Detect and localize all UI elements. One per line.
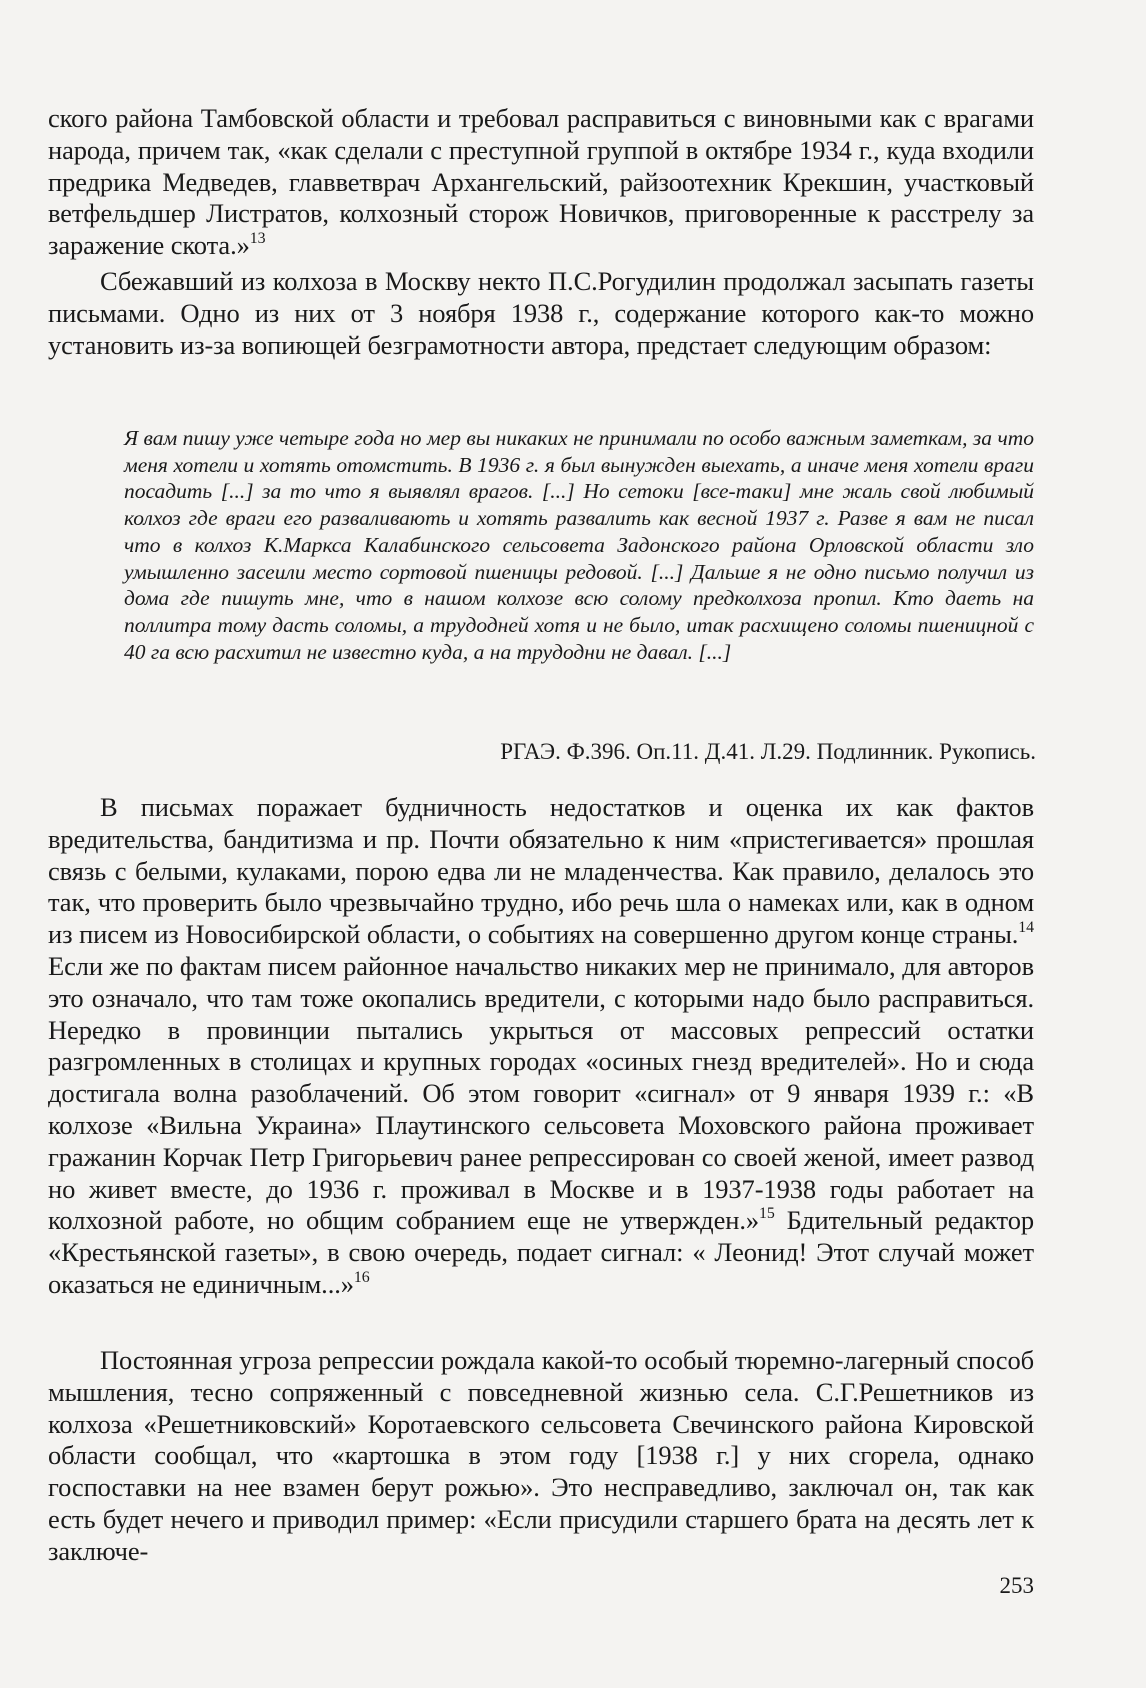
paragraph-3 — [48, 792, 1034, 1301]
archive-source-reference: РГАЭ. Ф.396. Оп.11. Д.41. Л.29. Подлинник. Рукопись. — [500, 739, 1036, 764]
paragraph-3-text-c: Бдительный редактор «Крестьянской газеты», в свою очередь, подает сигнал: « Леонид! Этот случай может оказаться не единичным...» — [48, 1205, 1034, 1299]
paragraph-3-text-a: В письмах поражает будничность недостатков и оценка их как фактов вредительства, бандитизма и пр. Почти обязательно к ним «пристегивается» прошлая связь с белыми, кулаками, порою едва ли не младенчества. Как правило, делалось это так, что проверить было чрезвычайно трудно, ибо речь шла о намеках или, как в одном из писем из Новосибирской области, о событиях на совершенно другом конце страны. — [48, 792, 1034, 950]
paragraph-2-text: Сбежавший из колхоза в Москву некто П.С.Рогудилин продолжал засыпать газеты письмами. Одно из них от 3 ноября 1938 г., содержание которого как-то можно установить из-за вопиющей безграмотности автора, предстает следующим образом: — [48, 266, 1034, 360]
letter-quote — [124, 425, 1034, 665]
paragraph-4-text: Постоянная угроза репрессии рождала какой-то особый тюремно-лагерный способ мышления, тесно сопряженный с повседневной жизнью села. С.Г.Решетников из колхоза «Решетниковский» Коротаевского сельсовета Свечинского района Кировской области сообщал, что «картошка в этом году [1938 г.] у них сгорела, однако госпоставки на нее взамен берут рожью». Это несправедливо, заключал он, так как есть будет нечего и приводил пример: «Если присудили старшего брата на десять лет к заключе- — [48, 1345, 1034, 1566]
paragraph-2 — [48, 266, 1034, 361]
paragraph-4 — [48, 1345, 1034, 1568]
paragraph-continued — [48, 103, 1034, 262]
letter-quote-text: Я вам пишу уже четыре года но мер вы никаких не принимали по особо важным заметкам, за что меня хотели и хотять отомстить. В 1936 г. я был вынужден выехать, а иначе меня хотели враги посадить [...] за то что я выявлял врагов. [...] Но сетоки [все-таки] мне жаль свой любимый колхоз где враги его разваливають и хотять развалить как весной 1937 г. Разве я вам не писал что в колхоз К.Маркса Калабинского сельсовета Задонского района Орловской области зло умышленно засеили место сортовой пшеницы редовой. [...] Дальше я не одно письмо получил из дома где пишуть мне, что в нашом колхозе всю солому предколхоза пропил. Кто даеть на поллитра тому дасть соломы, а трудодней хотя и не было, итак расхищено соломы пшеницной с 40 га всю расхитил не известно куда, а на трудодни не давал. [...] — [124, 426, 1034, 664]
footnote-ref-13: 13 — [249, 230, 266, 248]
page-number: 253 — [999, 1573, 1034, 1598]
footnote-ref-15: 15 — [759, 1205, 775, 1223]
footnote-ref-16: 16 — [353, 1268, 370, 1286]
paragraph-1-text: ского района Тамбовской области и требовал расправиться с виновными как с врагами народа, причем так, «как сделали с преступной группой в октябре 1934 г., куда входили предрика Медведев, главветврач Архангельский, райзоотехник Крекшин, участковый ветфельдшер Листратов, колхозный сторож Новичков, приговоренные к расстрелу за заражение скота.» — [48, 103, 1034, 261]
footnote-ref-14: 14 — [1018, 919, 1034, 937]
paragraph-3-text-b: Если же по фактам писем районное начальство никаких мер не принимало, для авторов это означало, что там тоже окопались вредители, с которыми надо было расправиться. Нередко в провинции пытались укрыться от массовых репрессий остатки разгромленных в столицах и крупных городах «осиных гнезд вредителей». Но и сюда достигала волна разоблачений. Об этом говорит «сигнал» от 9 января 1939 г.: «В колхозе «Вильна Украина» Плаутинского сельсовета Моховского района проживает гражанин Корчак Петр Григорьевич ранее репрессирован со своей женой, имеет развод но живет вместе, до 1936 г. проживал в Москве и в 1937-1938 годы работает на колхозной работе, но общим собранием еще не утвержден.» — [48, 950, 1034, 1236]
